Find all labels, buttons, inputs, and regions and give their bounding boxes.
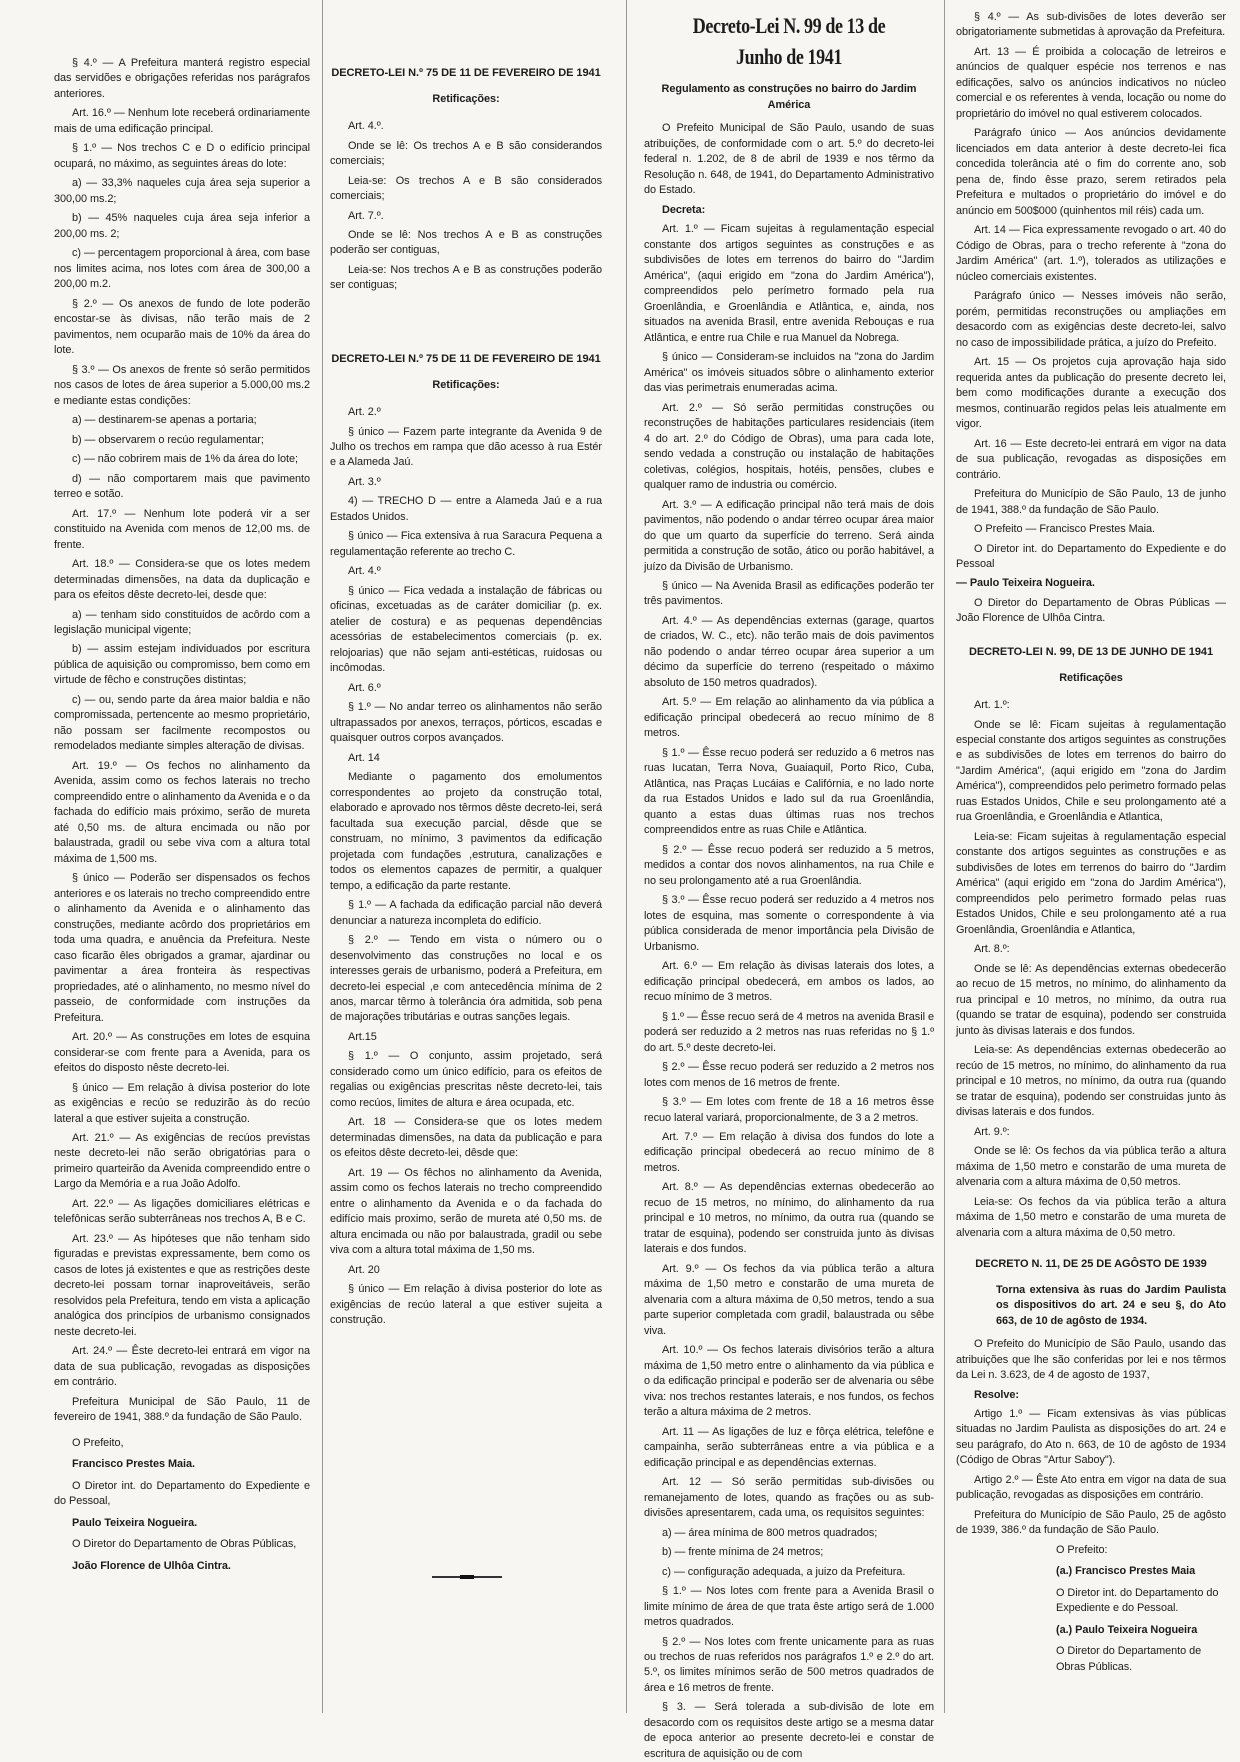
paragraph: § 3.º — Êsse recuo poderá ser reduzido a 4 metros nos lotes de esquina, mas somente o correspondente à via pública considerada de menor importância pela Divisão de Urbanismo. bbox=[644, 894, 934, 953]
paragraph: Art. 7.º — Em relação à divisa dos fundos do lote a edificação principal obedecerá ao recuo mínimo de 8 metros. bbox=[644, 1130, 934, 1174]
sig-name: — Paulo Teixeira Nogueira. bbox=[956, 577, 1095, 590]
paragraph: Art. 16.º — Nenhum lote receberá ordinariamente mais de uma edificação principal. bbox=[54, 107, 310, 135]
section-heading: DECRETO-LEI N.º 75 DE 11 DE FEVEREIRO DE 1941 bbox=[331, 67, 601, 79]
paragraph: Art. 4.º. bbox=[348, 120, 384, 133]
paragraph: Leia-se: Os fechos da via pública terão a altura máxima de 1,50 metro e constarão de uma mureta de alvenaria com a altura máxima de 0,50 metro. bbox=[956, 1195, 1226, 1239]
sig-line: O Diretor do Departamento de Obras Públicas — João Florence de Ulhôa Cintra. bbox=[956, 596, 1226, 625]
paragraph: Art. 3.º bbox=[348, 475, 381, 488]
paragraph: § único — Na Avenida Brasil as edificações poderão ter três pavimentos. bbox=[644, 580, 934, 608]
paragraph: Prefeitura Municipal de São Paulo, 11 de fevereiro de 1941, 388.º da fundação de São Paulo. bbox=[54, 1395, 310, 1424]
paragraph: Parágrafo único — Nesses imóveis não serão, porém, permitidas reconstruções ou ampliações em desacordo com as exigências deste decreto-lei, salvo no caso de impossibilidade prática, a juízo do Prefeito. bbox=[956, 290, 1226, 349]
paragraph: c) — percentagem proporcional à área, com base nos limites acima, nos lotes com área de 300,00 a 200,00 m.2. bbox=[54, 247, 310, 291]
sig-line: O Prefeito — Francisco Prestes Maia. bbox=[974, 523, 1155, 536]
paragraph: Art. 20.º — As construções em lotes de esquina considerar-se com frente para a Avenida, para os efeitos do disposto nêste decreto-lei. bbox=[54, 1031, 310, 1075]
paragraph: § 1.º — A fachada da edificação parcial não deverá denunciar a natureza incompleta do edifício. bbox=[330, 899, 602, 927]
paragraph: Onde se lê: Os fechos da via pública terão a altura máxima de 1,50 metro e constarão de uma mureta de alvenaria com a altura máxima de 0,50 metros. bbox=[956, 1145, 1226, 1189]
sig-label: O Diretor int. do Departamento do Expediente e do Pessoal, bbox=[54, 1479, 310, 1508]
paragraph: Art. 12 — Só serão permitidas sub-divisões ou remanejamento de lotes, quando as frações ou as sub-divisões apresentarem, cada uma, os requisitos seguintes: bbox=[644, 1476, 934, 1520]
retificacoes-block-1 bbox=[330, 119, 602, 294]
paragraph: Art. 6.º — Em relação às divisas laterais dos lotes, a edificação principal obedecerá, em ambos os lados, ao recuo mínimo de 3 metros. bbox=[644, 960, 934, 1004]
paragraph: Leia-se: Ficam sujeitas à regulamentação especial constante dos artigos seguintes as construções e as subdivisões de lotes em terrenos do bairro do "Jardim América" (aqui erigido em "zona do Jardim América"), compreendidos pelo perimetro formado pelas ruas Estados Unidos, Chile e seu prolongamento até a rua Groenlândia, Groenlândia e Atlantica, bbox=[956, 830, 1226, 936]
paragraph: c) — ou, sendo parte da área maior baldia e não compromissada, pertencente ao mesmo proprietário, não possam ser facilmente recompostos ou remodelados mediante simples alteração de divisas. bbox=[54, 693, 310, 753]
sig-line: (a.) Francisco Prestes Maia bbox=[1056, 1565, 1196, 1578]
paragraph: § 3.º — Os anexos de frente só serão permitidos nos casos de lotes de área superior a 5.000,00 ms.2 e mediante estas condições: bbox=[54, 363, 310, 407]
paragraph: § 1.º — O conjunto, assim projetado, será considerado como um único edifício, para os efeitos de regalias ou exigências prescritas nêste decreto-lei, tais como recúos, limites de altura e área ocupada, etc. bbox=[330, 1050, 602, 1109]
paragraph: § 2.º — Êsse recuo poderá ser reduzido a 5 metros, medidos a contar dos novos alinhamentos, na rua Chile e no seu prolongamento até a rua Groenlândia. bbox=[644, 843, 934, 887]
sig-name: Paulo Teixeira Nogueira. bbox=[72, 1516, 198, 1529]
paragraph: Art. 23.º — As hipóteses que não tenham sido figuradas e previstas expressamente, bem como os casos de lotes já existentes e que as restrições deste decreto-lei possam tornar inaproveitáveis, serão resolvidos pela Prefeitura, tendo em vista a aplicação analógica dos princípios de urbanismo consignados neste decreto-lei. bbox=[54, 1232, 310, 1338]
paragraph: Art. 17.º — Nenhum lote poderá vir a ser constituido na Avenida com menos de 12,00 ms. de frente. bbox=[54, 507, 310, 551]
retificacoes-block-3 bbox=[956, 698, 1226, 1241]
paragraph: Decreta: bbox=[662, 203, 706, 216]
paragraph: Artigo 1.º — Ficam extensivas às vias públicas situadas no Jardim Paulista as disposições do art. 24 e seu parágrafo, do Ato n. 663, de 10 de agôsto de 1934 (Código de Obras "Artur Saboy"). bbox=[956, 1408, 1226, 1467]
paragraph: Artigo 2.º — Êste Ato entra em vigor na data de sua publicação, revogadas as disposições em contrário. bbox=[956, 1473, 1226, 1502]
section-subheading: Regulamento as construções no bairro do Jardim América bbox=[661, 83, 917, 111]
paragraph: § único — Fica vedada a instalação de fábricas ou oficinas, excetuadas as de caráter domiciliar (p. ex. atelier de costura) e as pequenas dependências acessórias de estabelecimentos comerciais (p. ex. relojoarias) que não sejam anti-estéticas, ruidosas ou incômodas. bbox=[330, 584, 602, 675]
paragraph: 4) — TRECHO D — entre a Alameda Jaú e a rua Estados Unidos. bbox=[330, 495, 602, 523]
col1-signatures bbox=[54, 1436, 310, 1574]
paragraph: Leia-se: Nos trechos A e B as construções poderão ser contiguas; bbox=[330, 263, 602, 292]
paragraph: § 1.º — Êsse recuo poderá ser reduzido a 6 metros nas ruas Iucatan, Terra Nova, Guaiaquil, Porto Rico, Cuba, Atlântica, nas Praças Lucáias e Califórnia, e no lado norte da rua Estados Unidos e lado sul da rua Groenlândia, quanto a estas duas últimas ruas nos trechos compreendidos entre as ruas Chile e Atlântica. bbox=[644, 746, 934, 837]
paragraph: Art. 20 bbox=[348, 1263, 380, 1276]
col4-signatures-1 bbox=[956, 522, 1226, 627]
paragraph: Resolve: bbox=[974, 1388, 1019, 1401]
sig-line: (a.) Paulo Teixeira Nogueira bbox=[1056, 1623, 1198, 1636]
paragraph: c) — não cobrirem mais de 1% da área do lote; bbox=[72, 453, 298, 466]
paragraph: Art. 9.º: bbox=[974, 1125, 1010, 1138]
paragraph: § único — Poderão ser dispensados os fechos anteriores e os laterais no trecho compreendido entre o alinhamento da Avenida e o alinhamento das construções, mediante acôrdo dos proprietários em toda uma quadra, e anuência da Prefeitura. Neste caso ficarão êles obrigados a gramar, ajardinar ou pavimentar a área fronteira às respectivas propriedades, até o alinhamento, no mesmo nível do passeio, de conformidade com instruções da Prefeitura. bbox=[54, 872, 310, 1024]
paragraph: Art. 10.º — Os fechos laterais divisórios terão a altura máxima de 1,50 metro entre o alinhamento da via pública e o da edificação principal e poderão ser de alvenaria ou sêbe viva: nos trechos restantes laterais, e nos fundos, os fechos terão a altura máxima de 2 metros. bbox=[644, 1344, 934, 1419]
paragraph: § único — Em relação à divisa posterior do lote as exigências e recúo se reduzirão às do recúo lateral a que estiver sujeita a construção. bbox=[54, 1081, 310, 1125]
paragraph: Art. 21.º — As exigências de recúos previstas neste decreto-lei não serão obrigatórias para o primeiro quarteirão da Avenida compreendido entre o Largo da Memória e a rua João Adolfo. bbox=[54, 1132, 310, 1191]
paragraph: § 2.º — Nos lotes com frente unicamente para as ruas ou trechos de ruas referidos nos parágrafos 1.º e 2.º do art. 5.º, os limites mínimos serão de 500 metros quadrados de área e 16 metros de frente. bbox=[644, 1635, 934, 1694]
paragraph: § 1.º — No andar terreo os alinhamentos não serão ultrapassados por anexos, terraços, pórticos, escadas e quaisquer outros corpos avançados. bbox=[330, 701, 602, 745]
column-1 bbox=[54, 0, 310, 1713]
paragraph: Parágrafo único — Aos anúncios devidamente licenciados em data anterior à deste decreto-lei fica concedida tolerância até o fim do corrente ano, sob pena de, findo êsse prazo, serem retirados pela Prefeitura e multados o proprietário do imóvel e do anúncio em 500$000 (quinhentos mil réis) cada um. bbox=[956, 127, 1226, 217]
paragraph: Onde se lê: Ficam sujeitas à regulamentação especial constante dos artigos seguintes as construções e as subdivisões de lotes em terrenos do bairro do "Jardim América", (aqui erigido em "zona do Jardim América"), compreendidos pelo perimetro formado pelas ruas Estados Unidos, Chile e seu prolongamento até a rua Groenlândia, e Groenlândia e Atlantica, bbox=[956, 718, 1226, 824]
paragraph: b) — observarem o recúo regulamentar; bbox=[72, 433, 264, 446]
decreto-11-body bbox=[956, 1337, 1226, 1539]
paragraph: § 2.º — Êsse recuo poderá ser reduzido a 2 metros nos lotes com menos de 16 metros de frente. bbox=[644, 1061, 934, 1089]
col4-signatures-2 bbox=[956, 1543, 1226, 1675]
paragraph: Onde se lê: Os trechos A e B são considerandos comerciais; bbox=[330, 139, 602, 168]
paragraph: Art. 18 — Considera-se que os lotes medem determinadas dimensões, na data da publicação e para os efeitos dêste decreto-lei, dêsde que: bbox=[330, 1116, 602, 1160]
col3-body bbox=[644, 121, 934, 1762]
paragraph: § único — Consideram-se incluidos na "zona do Jardim América" os imóveis situados sôbre o alinhamento exterior das vias perimetrais enumeradas acima. bbox=[644, 351, 934, 395]
section-heading: DECRETO N. 11, DE 25 DE AGÔSTO DE 1939 bbox=[975, 1258, 1207, 1270]
paragraph: Art. 1.º — Ficam sujeitas à regulamentação especial constante dos artigos seguintes as construções e as subdivisões de lotes em terrenos do bairro do "Jardim América", (aqui erigido em "zona do Jardim América"), compreendidos pelo perímetro formado pela rua Groenlândia, e Groenlândia e Atlântica, e, ainda, nos situados na avenida Brasil, entre avenida Rebouças e rua Atlântica, e entre rua Chile e rua Manuel da Nobrega. bbox=[644, 223, 934, 344]
section-subheading: Retificações: bbox=[432, 378, 500, 391]
paragraph: § 3. — Será tolerada a sub-divisão de lote em desacordo com os requisitos deste artigo se a mesma datar de epoca anterior ao presente decreto-lei e constar de escritura de aquisição ou de com bbox=[644, 1701, 934, 1760]
section-subheading: Retificações: bbox=[432, 92, 500, 105]
paragraph: Leia-se: As dependências externas obedecerão ao recúo de 15 metros, no mínimo, do alinhamento da rua principal e 10 metros, no mínimo, da outra rua (quando se tratar de esquina), podendo ser construidas junto às divisas laterais e dos fundos. bbox=[956, 1044, 1226, 1119]
paragraph: a) — destinarem-se apenas a portaria; bbox=[72, 414, 257, 427]
paragraph: Art. 2.º bbox=[348, 406, 381, 419]
paragraph: Art. 19 — Os fêchos no alinhamento da Avenida, assim como os fechos laterais no trecho compreendido entre o alinhamento da Avenida e o da fachada do edifício mais proximo, serão de mureta até 0,50 ms. de altura encimada ou não por balaustrada, gradil ou sebe viva com a altura total máxima de 1,50 ms. bbox=[330, 1166, 602, 1257]
end-ornament bbox=[432, 1576, 502, 1578]
column-3 bbox=[644, 0, 934, 1760]
sig-label: O Diretor do Departamento de Obras Públicas, bbox=[72, 1538, 297, 1551]
paragraph: a) — área mínima de 800 metros quadrados; bbox=[662, 1526, 878, 1539]
paragraph: Art. 8.º: bbox=[974, 943, 1010, 956]
paragraph: § 2.º — Os anexos de fundo de lote poderão encostar-se às divisas, não terão mais de 2 pavimentos, nem ocuparão mais de 10% da área do lote. bbox=[54, 297, 310, 357]
paragraph: Onde se lê: As dependências externas obedecerão ao recuo de 15 metros, no mínimo, do alinhamento da rua principal e 10 metros, no mínimo, da outra rua (quando se tratar de esquina), podendo ser construida junto às divisas laterais e dos fundos. bbox=[956, 962, 1226, 1037]
paragraph: § 2.º — Tendo em vista o número ou o desenvolvimento das construções no local e os interesses gerais de urbanismo, poderá a Prefeitura, em decreto-lei especial ,e com antecedência mínima de 2 anos, marcar têrmo à tolerância óra admitida, sob pena de majorações tributárias e outras sanções legais. bbox=[330, 934, 602, 1024]
paragraph: Art. 6.º bbox=[348, 681, 381, 694]
paragraph: Art. 14 bbox=[348, 751, 380, 764]
column-rule bbox=[626, 0, 627, 1713]
paragraph: a) — 33,3% naqueles cuja área seja superior a 300,00 ms.2; bbox=[54, 177, 310, 205]
column-rule bbox=[322, 0, 323, 1713]
sig-line: O Prefeito: bbox=[1056, 1543, 1108, 1556]
paragraph: O Prefeito do Município de São Paulo, usando das atribuições que lhe são conferidas por lei e nos têrmos da Lei n. 3.623, de 4 de agosto de 1937, bbox=[956, 1338, 1226, 1382]
paragraph: c) — configuração adequada, a juizo da Prefeitura. bbox=[662, 1565, 906, 1578]
section-heading: DECRETO-LEI N.º 75 DE 11 DE FEVEREIRO DE 1941 bbox=[331, 352, 601, 365]
paragraph: § 3.º — Em lotes com frente de 18 a 16 metros êsse recuo lateral variará, proporcionalmente, de 3 a 2 metros. bbox=[644, 1096, 934, 1124]
paragraph: Art. 11 — As ligações de luz e fôrça elétrica, telefône e campainha, serão subterrâneas entre a via pública e a edificação principal e as dependências externas. bbox=[644, 1425, 934, 1469]
sig-label: O Prefeito, bbox=[72, 1436, 124, 1449]
paragraph: a) — tenham sido constituidos de acôrdo com a legislação municipal vigente; bbox=[54, 608, 310, 636]
paragraph: Art. 13 — É proibida a colocação de letreiros e anúncios de qualquer espécie nos terrenos e nas edificações, salvo os anúncios indicativos no núcleo comercial e os referentes à venda, locação ou nome do proprietário do imóvel no qual estiverem colocados. bbox=[956, 45, 1226, 120]
retificacoes-block-2 bbox=[330, 405, 602, 1329]
paragraph: Art. 16 — Este decreto-lei entrará em vigor na data de sua publicação, revogadas as disposições em contrário. bbox=[956, 437, 1226, 481]
paragraph: b) — assim estejam individuados por escritura pública de aquisição ou compromisso, bem como em virtude de fêcho e construções distintas; bbox=[54, 643, 310, 687]
sig-line: O Diretor int. do Departamento do Expediente e do Pessoal bbox=[956, 542, 1226, 570]
paragraph: § 1.º — Nos trechos C e D o edifício principal ocupará, no máximo, as seguintes áreas do lote: bbox=[54, 142, 310, 170]
paragraph: Mediante o pagamento dos emolumentos correspondentes ao projeto da construção total, elaborado e aprovado nos têrmos dêste decreto-lei, será facultada sua execução parcial, dêsde que se construam, no mínimo, 3 pavimentos da edificação projetada com fundações ,estrutura, canalizações e todos os elementos capazes de permitir, a qualquer tempo, a edificação da parte restante. bbox=[330, 771, 602, 892]
paragraph: Art. 3.º — A edificação principal não terá mais de dois pavimentos, não podendo o andar térreo ocupar área maior do que um quarto da superfície do terreno. Será ainda permitida a construção de sotão, ático ou porão habitável, a juízo da Divisão de Urbanismo. bbox=[644, 498, 934, 573]
sig-line: O Diretor do Departamento de Obras Públicas. bbox=[1056, 1645, 1202, 1673]
paragraph: b) — frente mínima de 24 metros; bbox=[662, 1546, 824, 1559]
page-title: Decreto-Lei N. 99 de 13 de Junho de 1941 bbox=[692, 13, 886, 70]
paragraph: § único — Em relação à divisa posterior do lote as exigências de recúo lateral a que estiver sujeita a construção. bbox=[330, 1283, 602, 1327]
paragraph: Art. 24.º — Êste decreto-lei entrará em vigor na data de sua publicação, revogadas as disposições em contrário. bbox=[54, 1345, 310, 1389]
paragraph: Prefeitura do Município de São Paulo, 25 de agôsto de 1939, 386.º da fundação de São Paulo. bbox=[956, 1508, 1226, 1537]
paragraph: § único — Fica extensiva à rua Saracura Pequena a regulamentação referente ao trecho C. bbox=[330, 530, 602, 558]
sig-name: Francisco Prestes Maia. bbox=[72, 1458, 195, 1471]
paragraph: O Prefeito Municipal de São Paulo, usando de suas atribuições, de conformidade com o art. 5.º do decreto-lei federal n. 1.202, de 8 de abril de 1939 e nos têrmo da Resolução n. 648, de 1941, do Departamento Administrativo do Estado. bbox=[644, 122, 934, 197]
paragraph: § 4.º — As sub-divisões de lotes deverão ser obrigatoriamente submetidas à aprovação da Prefeitura. bbox=[956, 11, 1226, 39]
paragraph: § 1.º — Nos lotes com frente para a Avenida Brasil o limite mínimo de área de que trata êste artigo será de 1.000 metros quadrados. bbox=[644, 1585, 934, 1629]
paragraph: Art. 7.º. bbox=[348, 209, 384, 222]
col1-body bbox=[54, 56, 310, 1426]
paragraph: Art. 4.º bbox=[348, 565, 381, 578]
paragraph: Art. 9.º — Os fechos da via pública terão a altura máxima de 1,50 metro e constarão de uma mureta de alvenaria com a altura máxima de 0,50 metros, tendo a sua parte superior completada com gradil, balaustrada ou sêbe viva. bbox=[644, 1262, 934, 1337]
paragraph: § 4.º — A Prefeitura manterá registro especial das servidões e obrigações referidas nos parágrafos anteriores. bbox=[54, 57, 310, 100]
paragraph: d) — não comportarem mais que pavimento terreo e sotão. bbox=[54, 472, 310, 501]
sig-name: João Florence de Ulhôa Cintra. bbox=[72, 1559, 231, 1572]
paragraph: Art.15 bbox=[348, 1030, 377, 1043]
sig-line: O Diretor int. do Departamento do Expediente e do Pessoal. bbox=[1056, 1586, 1219, 1615]
paragraph: Art. 14 — Fica expressamente revogado o art. 40 do Código de Obras, para o trecho referente à "zona do Jardim América" (art. 1.º), tolerados as utilizações e núcleo comerciais existentes. bbox=[956, 224, 1226, 283]
col4-body bbox=[956, 10, 1226, 518]
paragraph: Art. 4.º — As dependências externas (garage, quartos de criados, W. C., etc). não terão mais de dois pavimentos não podendo o andar térreo ocupar área superior a um décimo da superfície do terreno (respeitado o máximo absoluto de 150 metros quadrados). bbox=[644, 614, 934, 689]
paragraph: Art. 22.º — As ligações domiciliares elétricas e telefônicas serão subterrâneas nos trechos A, B e C. bbox=[54, 1197, 310, 1226]
paragraph: § único — Fazem parte integrante da Avenida 9 de Julho os trechos em rampa que dão acesso à rua Estér e a Alameda Jaú. bbox=[330, 425, 602, 469]
paragraph: Leia-se: Os trechos A e B são considerados comerciais; bbox=[330, 174, 602, 203]
paragraph: Art. 15 — Os projetos cuja aprovação haja sido requerida antes da publicação do presente decreto lei, bem como modificações durante a execução dos mesmos, continuarão regidos pelas leis atualmente em vigor. bbox=[956, 356, 1226, 431]
section-heading: DECRETO-LEI N. 99, DE 13 DE JUNHO DE 1941 bbox=[968, 645, 1214, 658]
paragraph: Art. 2.º — Só serão permitidas construções ou reconstruções de habitações particulares residenciais (item 4 do art. 2.º do Código de Obras), uma para cada lote, sendo vedada a construção ou instalação de habitações coletivas, colégios, hospitais, hotéis, pensões, clubes e qualquer ramo de industria ou comércio. bbox=[644, 401, 934, 492]
column-rule bbox=[944, 0, 945, 1713]
column-2 bbox=[330, 0, 602, 1713]
decree-summary: Torna extensiva às ruas do Jardim Paulista os dispositivos do art. 24 e seu §, do Ato 663, de 10 de agôsto de 1934. bbox=[996, 1283, 1226, 1327]
column-4 bbox=[956, 0, 1226, 1713]
paragraph: Onde se lê: Nos trechos A e B as construções poderão ser contiguas, bbox=[330, 229, 602, 257]
paragraph: Art. 8.º — As dependências externas obedecerão ao recuo de 15 metros, no mínimo, do alinhamento da rua principal e 10 metros, no mínimo, da outra rua (quando se tratar de esquina), podendo ser construida junto às divisas laterais e dos fundos. bbox=[644, 1181, 934, 1256]
paragraph: Art. 1.º: bbox=[974, 699, 1010, 712]
paragraph: Art. 5.º — Em relação ao alinhamento da via pública a edificação principal obedecerá ao recuo mínimo de 8 metros. bbox=[644, 696, 934, 740]
paragraph: b) — 45% naqueles cuja área seja inferior a 200,00 ms. 2; bbox=[54, 212, 310, 240]
paragraph: Art. 19.º — Os fechos no alinhamento da Avenida, assim como os fechos laterais no trecho compreendido entre o alinhamento da Avenida e o da fachada do edifício mais próximo, serão de mureta até 0,50 ms. de altura encimada ou não por balaustrada, gradil ou sebe viva com a altura total máxima de 1,500 ms. bbox=[54, 759, 310, 865]
paragraph: § 1.º — Êsse recuo será de 4 metros na avenida Brasil e poderá ser reduzido a 2 metros nas ruas referidas no § 1.º do art. 5.º deste decreto-lei. bbox=[644, 1010, 934, 1054]
paragraph: Art. 18.º — Considera-se que os lotes medem determinadas dimensões, na data da duplicação e para os efeitos dêste decreto-lei, desde que: bbox=[54, 558, 310, 602]
paragraph: Prefeitura do Município de São Paulo, 13 de junho de 1941, 388.º da fundação de São Paulo. bbox=[956, 488, 1226, 516]
section-subheading: Retificações bbox=[1059, 671, 1123, 684]
